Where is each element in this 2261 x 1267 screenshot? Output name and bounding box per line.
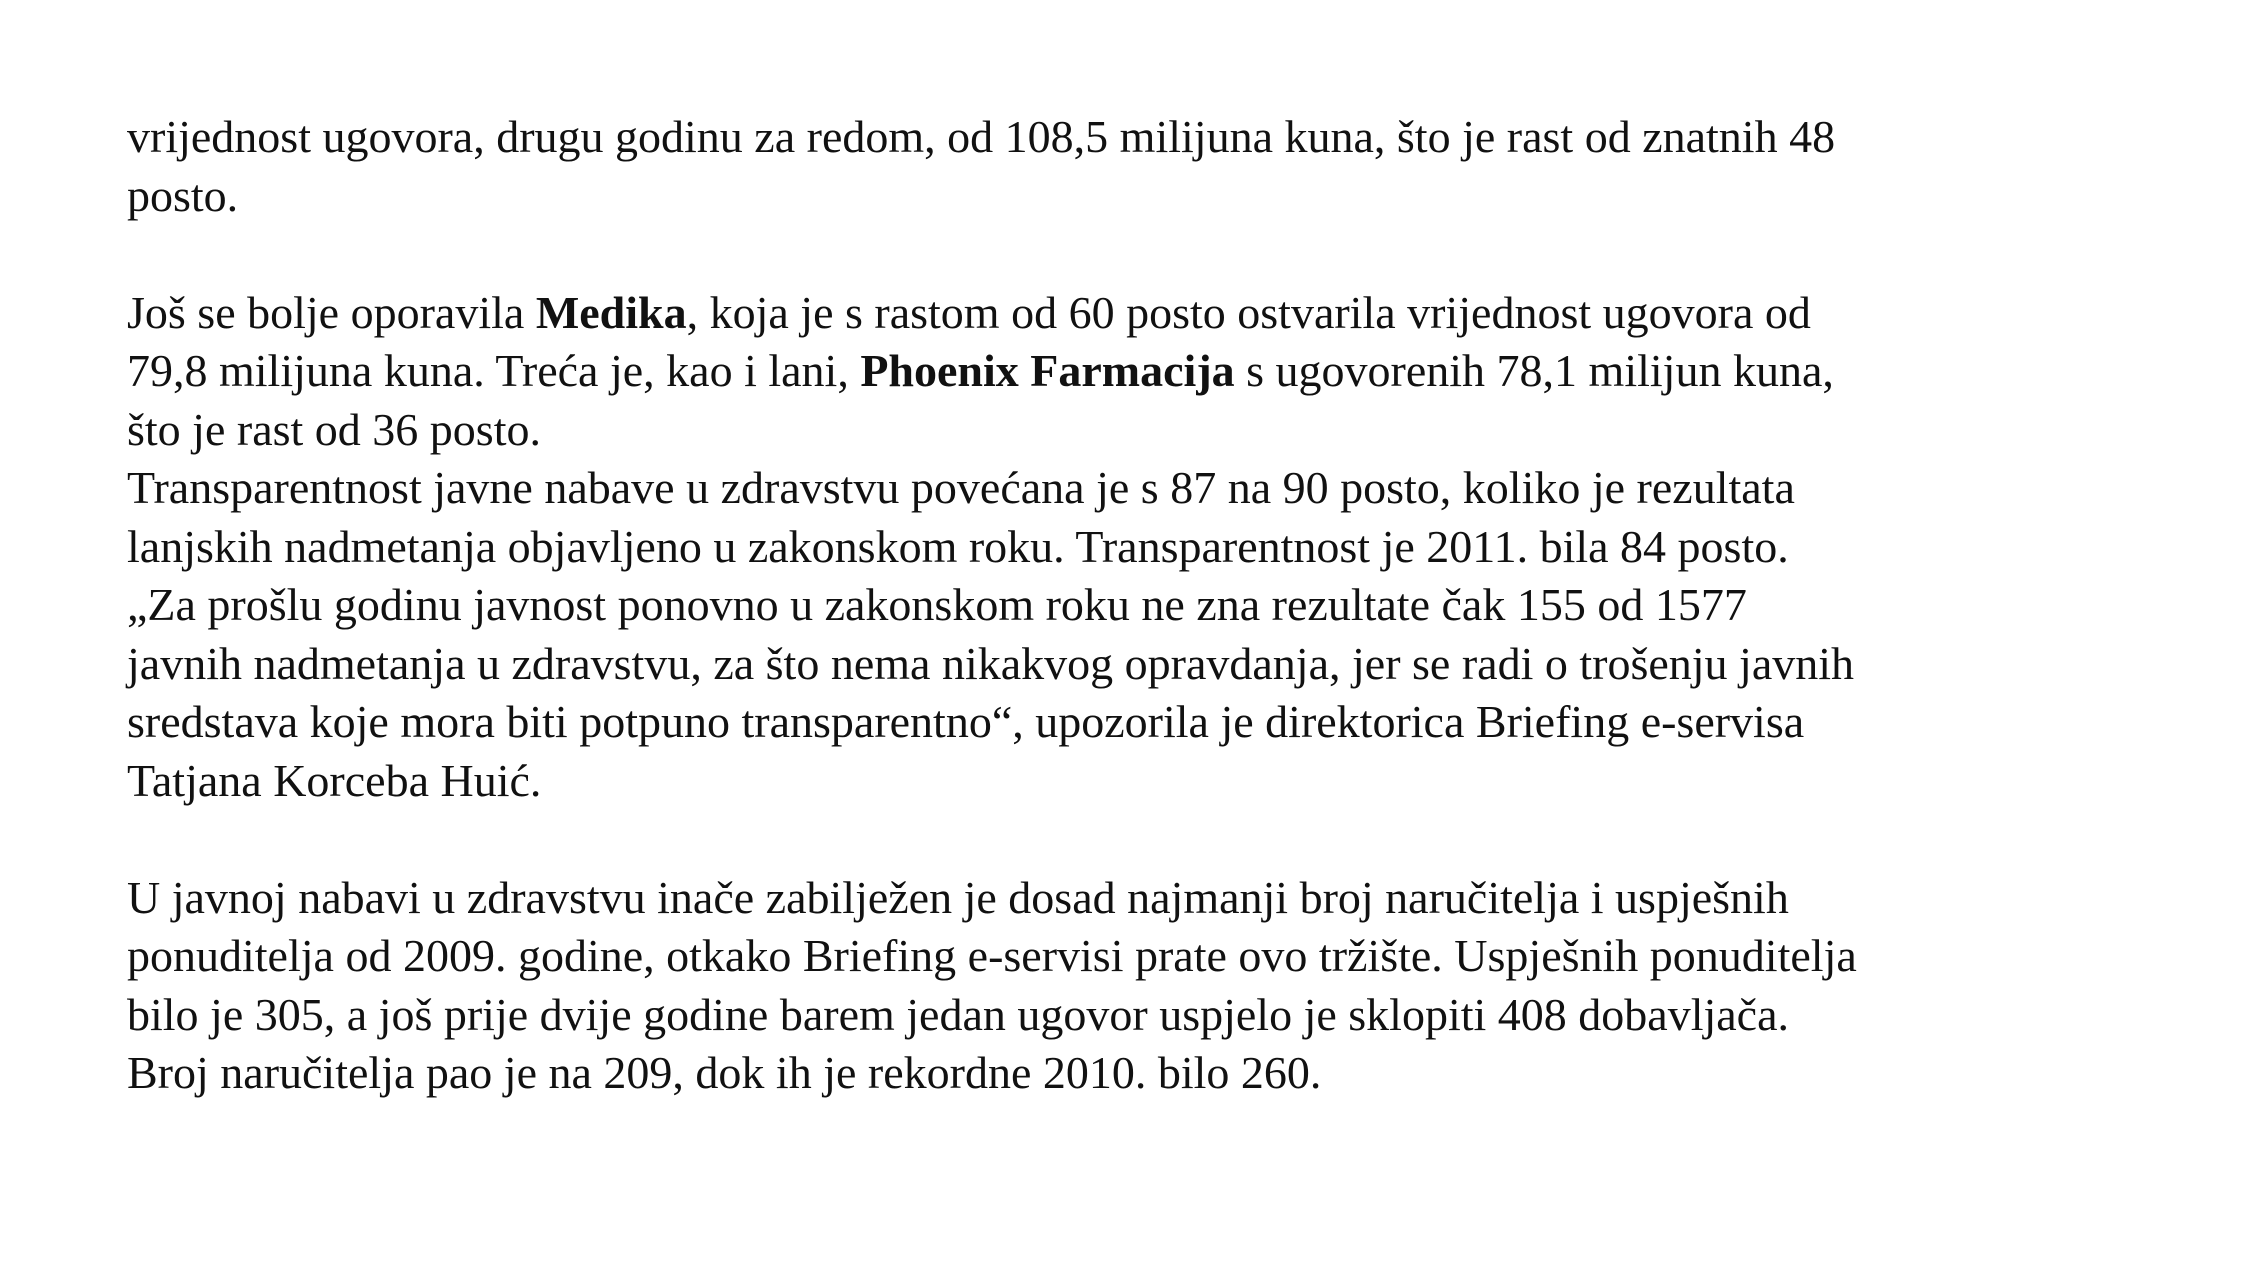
text-line: ponuditelja od 2009. godine, otkako Briefing e-servisi prate ovo tržište. Uspješnih ponuditelja bbox=[127, 930, 1857, 981]
document-page bbox=[127, 108, 2137, 1103]
text-line: bilo je 305, a još prije dvije godine barem jedan ugovor uspjelo je sklopiti 408 dobavljača. bbox=[127, 988, 1790, 1040]
text-line: U javnoj nabavi u zdravstvu inače zabilježen je dosad najmanji broj naručitelja i uspješnih bbox=[127, 871, 1789, 923]
text-line: Broj naručitelja pao je na 209, dok ih je rekordne 2010. bilo 260. bbox=[127, 1047, 1322, 1098]
text-run: 79,8 milijuna kuna. Treća je, kao i lani, bbox=[127, 345, 861, 396]
text-line: posto. bbox=[127, 169, 239, 221]
paragraph-contract-value bbox=[127, 108, 2137, 225]
paragraph-procurement-stats bbox=[127, 869, 2137, 1103]
company-name-phoenix-farmacija: Phoenix Farmacija bbox=[860, 345, 1235, 396]
paragraph-quote bbox=[127, 576, 2137, 810]
text-line bbox=[127, 342, 2137, 401]
text-run: , koja je s rastom od 60 posto ostvarila vrijednost ugovora od bbox=[686, 286, 1811, 338]
text-run: Još se bolje oporavila bbox=[127, 286, 536, 338]
text-line: Tatjana Korceba Huić. bbox=[127, 754, 542, 806]
text-line: vrijednost ugovora, drugu godinu za redom, od 108,5 milijuna kuna, što je rast od znatnih 48 bbox=[127, 111, 1836, 162]
paragraph-spacer bbox=[127, 810, 2137, 869]
text-line: lanjskih nadmetanja objavljeno u zakonskom roku. Transparentnost je 2011. bila 84 posto. bbox=[127, 520, 1789, 572]
text-line: Transparentnost javne nabave u zdravstvu povećana je s 87 na 90 posto, koliko je rezultata bbox=[127, 462, 1795, 513]
paragraph-transparency bbox=[127, 459, 2137, 576]
text-line: javnih nadmetanja u zdravstvu, za što nema nikakvog opravdanja, jer se radi o trošenju javnih bbox=[127, 637, 1855, 689]
text-line bbox=[127, 284, 2137, 343]
text-run: s ugovorenih 78,1 milijun kuna, bbox=[1234, 345, 1834, 396]
company-name-medika: Medika bbox=[535, 286, 687, 338]
text-line: sredstava koje mora biti potpuno transparentno“, upozorila je direktorica Briefing e-servisa bbox=[127, 696, 1805, 747]
paragraph-spacer bbox=[127, 225, 2137, 284]
text-line: što je rast od 36 posto. bbox=[127, 403, 541, 455]
text-line: „Za prošlu godinu javnost ponovno u zakonskom roku ne zna rezultate čak 155 od 1577 bbox=[127, 579, 1747, 630]
paragraph-medika-phoenix bbox=[127, 284, 2137, 460]
